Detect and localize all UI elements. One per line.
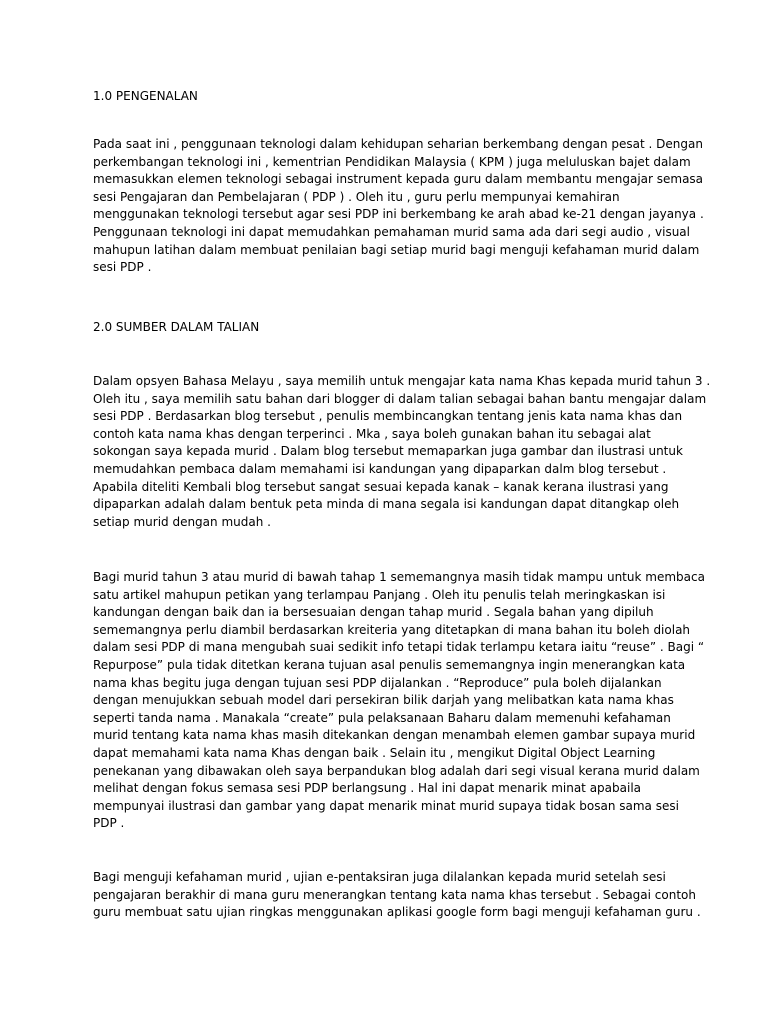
text-line: Penggunaan teknologi ini dapat memudahkan pemahaman murid sama ada dari segi audio , visual <box>93 224 690 239</box>
text-line: seperti tanda nama . Manakala “create” pula pelaksanaan Baharu dalam memenuhi kefahaman <box>93 710 671 725</box>
text-line: Bagi menguji kefahaman murid , ujian e-pentaksiran juga dilalankan kepada murid setelah sesi <box>93 870 666 884</box>
text-line: satu artikel mahupun petikan yang terlampau Panjang . Oleh itu penulis telah meringkaskan isi <box>93 587 666 602</box>
text-line: sesi PDP . <box>93 260 152 275</box>
text-line: dalam sesi PDP di mana mengubah suai sedikit info tetapi tidak terlampu ketara iaitu “reuse” . Bagi “ <box>93 640 705 655</box>
section-2-heading: 2.0 SUMBER DALAM TALIAN <box>93 320 260 334</box>
text-line: pengajaran berakhir di mana guru menerangkan tentang kata nama khas tersebut . Sebagai contoh <box>93 887 696 902</box>
text-line: PDP . <box>93 816 125 831</box>
text-line: perkembangan teknologi ini , kementrian Pendidikan Malaysia ( KPM ) juga meluluskan bajet dalam <box>93 154 691 169</box>
paragraph-intro <box>93 136 704 277</box>
text-line: Dalam opsyen Bahasa Melayu , saya memilih untuk mengajar kata nama Khas kepada murid tahun 3 . <box>93 374 711 388</box>
paragraph-online-source <box>93 373 711 531</box>
text-line: kandungan dengan baik dan ia bersesuaian dengan tahap murid . Segala bahan yang dipiluh <box>93 605 654 620</box>
text-line: Pada saat ini , penggunaan teknologi dalam kehidupan seharian berkembang dengan pesat . Dengan <box>93 137 703 151</box>
text-line: Repurpose” pula tidak ditetkan kerana tujuan asal penulis sememangnya ingin menerangkan kata <box>93 657 686 672</box>
text-line: melihat dengan fokus semasa sesi PDP berlangsung . Hal ini dapat menarik minat apabaila <box>93 781 642 796</box>
text-line: nama khas begitu juga dengan tujuan sesi PDP dijalankan . “Reproduce” pula boleh dijalankan <box>93 675 662 690</box>
text-line: murid tentang kata nama khas masih ditekankan dengan menambah elemen gambar supaya murid <box>93 728 696 743</box>
text-line: mahupun latihan dalam membuat penilaian bagi setiap murid bagi menguji kefahaman murid dalam <box>93 242 700 257</box>
text-line: sesi PDP . Berdasarkan blog tersebut , penulis membincangkan tentang jenis kata nama khas dan <box>93 409 683 424</box>
text-line: Apabila diteliti Kembali blog tersebut sangat sesuai kepada kanak – kanak kerana ilustrasi yang <box>93 479 669 494</box>
text-line: sokongan saya kepada murid . Dalam blog tersebut memaparkan juga gambar dan ilustrasi untuk <box>93 444 683 459</box>
text-line: memudahkan pembaca dalam memahami isi kandungan yang dipaparkan dalm blog tersebut . <box>93 461 667 476</box>
text-line: dengan menujukkan sebuah model dari persekiran bilik darjah yang melibatkan kata nama khas <box>93 693 674 708</box>
paragraph-assessment <box>93 869 701 922</box>
text-line: setiap murid dengan mudah . <box>93 514 271 529</box>
text-line: dapat memahami kata nama Khas dengan baik . Selain itu , mengikut Digital Object Learning <box>93 745 656 760</box>
text-line: sesi Pengajaran dan Pembelajaran ( PDP ) . Oleh itu , guru perlu mempunyai kemahiran <box>93 189 620 204</box>
text-line: contoh kata nama khas dengan terperinci . Mka , saya boleh gunakan bahan itu sebagai alat <box>93 426 651 441</box>
text-line: Bagi murid tahun 3 atau murid di bawah tahap 1 sememangnya masih tidak mampu untuk membaca <box>93 570 705 584</box>
text-line: dipaparkan adalah dalam bentuk peta minda di mana segala isi kandungan dapat ditangkap oleh <box>93 497 680 512</box>
text-line: Oleh itu , saya memilih satu bahan dari blogger di dalam talian sebagai bahan bantu mengajar dalam <box>93 391 707 406</box>
text-line: sememangnya perlu diambil berdasarkan kreiteria yang ditetapkan di mana bahan itu boleh diolah <box>93 622 691 637</box>
text-line: mempunyai ilustrasi dan gambar yang dapat menarik minat murid supaya tidak bosan sama sesi <box>93 798 679 813</box>
paragraph-year-3-pupils <box>93 569 705 833</box>
text-line: penekanan yang dibawakan oleh saya berpandukan blog adalah dari segi visual kerana murid dalam <box>93 763 700 778</box>
text-line: menggunakan teknologi tersebut agar sesi PDP ini berkembang ke arah abad ke-21 dengan jayanya . <box>93 207 704 222</box>
section-1-heading: 1.0 PENGENALAN <box>93 89 198 103</box>
text-line: guru membuat satu ujian ringkas menggunakan aplikasi google form bagi menguji kefahaman guru . <box>93 905 701 920</box>
text-line: memasukkan elemen teknologi sebagai instrument kepada guru dalam membantu mengajar semasa <box>93 172 704 187</box>
